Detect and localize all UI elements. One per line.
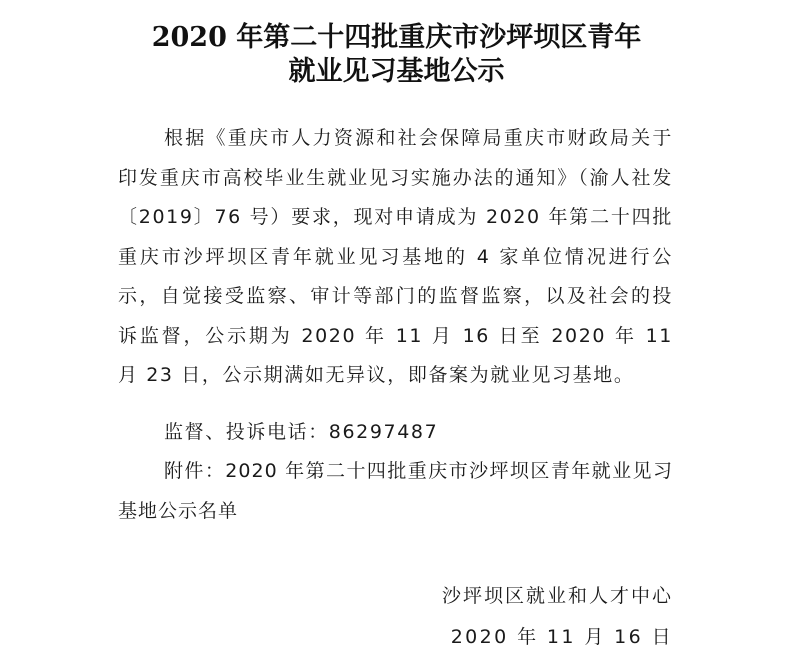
signature-date: 2020 年 11 月 16 日 (450, 626, 673, 648)
main-paragraph: 根据《重庆市人力资源和社会保障局重庆市财政局关于印发重庆市高校毕业生就业见习实施办法的通知》（渝人社发〔2019〕76 号）要求，现对申请成为 2020 年第二十四批重庆市沙坪坝区青年就业见习基地的 4 家单位情况进行公示，自觉接受监察、审计等部门的监督监察，以及社会的投诉监督，公示期为 2020 年 11 月 16 日至 2020 年 11 月 23 日，公示期满如无异议，即备案为就业见习基地。 (118, 127, 673, 386)
document-title-line1: 2020 年第二十四批重庆市沙坪坝区青年 (151, 22, 642, 53)
attachment-line: 附件：2020 年第二十四批重庆市沙坪坝区青年就业见习基地公示名单 (118, 460, 673, 522)
signature-organization: 沙坪坝区就业和人才中心 (441, 585, 673, 607)
complaint-phone-line: 监督、投诉电话：86297487 (164, 421, 439, 443)
document-title-line2: 就业见习基地公示 (288, 56, 505, 87)
